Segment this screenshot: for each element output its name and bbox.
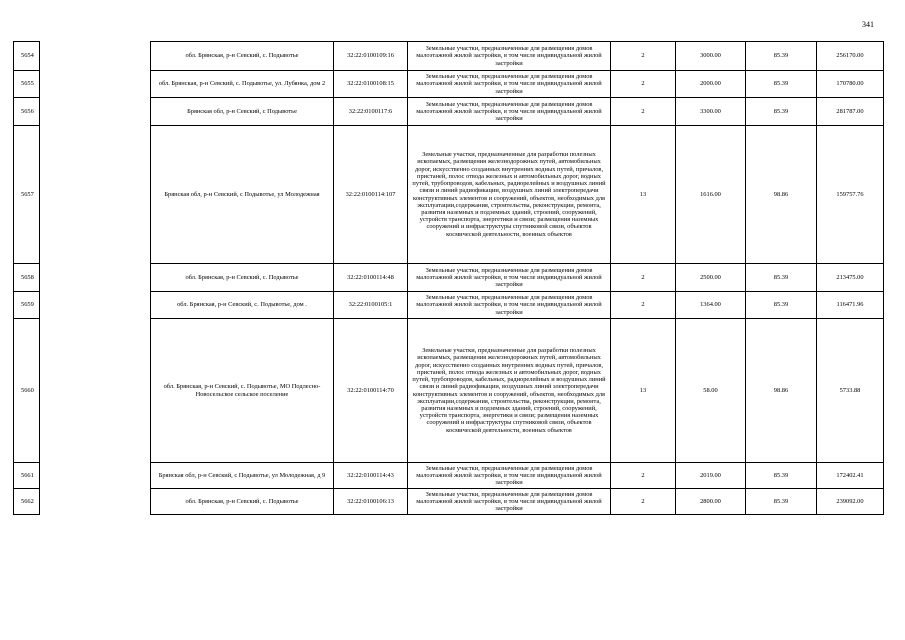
- spacer-cell: [40, 125, 150, 263]
- category-cell: [611, 488, 676, 515]
- category-cell: [611, 291, 676, 318]
- area-text: 1616.00: [700, 190, 721, 198]
- spacer-cell: [40, 462, 150, 488]
- page-number: 341: [862, 20, 874, 29]
- rate-cell: [746, 488, 817, 515]
- cadastral-number-text: 32:22:0100117:6: [348, 107, 393, 115]
- row-number-text: 5658: [21, 273, 34, 281]
- area-cell: [676, 97, 746, 125]
- rate-text: 98.86: [773, 190, 789, 198]
- category-cell: [611, 97, 676, 125]
- cadastral-number-cell: [334, 318, 408, 462]
- area-text: 2019.00: [700, 471, 721, 479]
- area-text: 2000.00: [700, 80, 721, 88]
- category-cell: [611, 41, 676, 70]
- cadastral-value-cell: [817, 70, 884, 97]
- category-text: 2: [641, 471, 645, 479]
- spacer-cell: [40, 263, 150, 291]
- cadastral-number-text: 32:22:0100114:107: [345, 190, 396, 198]
- row-number-text: 5656: [21, 107, 34, 115]
- category-text: 2: [641, 497, 645, 505]
- address-text: обл. Брянская, р-н Севский, с. Подывотье: [185, 497, 299, 505]
- land-use-text: Земельные участки, предназначенные для разработки полезных ископаемых, размещения железнодорожных путей, автомобильных дорог, искусственно созданных внутренних водных путей, причалов, пристаней, полос отвода железных и автомобильных дорог, водных путей, трубопроводов, кабельных, радиорелейных и воздушных линий связи и линий радиофикации, воздушных линий электропередачи конструктивных элементов и сооружений, объектов, необходимых для эксплуатации,содержания, строительства, реконструкции, ремонта, развития наземных и подземных зданий, строений, сооружений, устройств транспорта, энергетики и связи; размещения наземных сооружений и инфраструктуры спутниковой связи, объектов космической деятельности, военных объектов: [412, 347, 606, 434]
- cadastral-number-text: 32:22:0100114:48: [347, 273, 394, 281]
- cadastral-number-text: 32:22:0100114:70: [347, 386, 394, 394]
- cadastral-number-text: 32:22:0100106:13: [347, 497, 394, 505]
- area-cell: [676, 488, 746, 515]
- cadastral-number-text: 32:22:0100108:15: [347, 80, 394, 88]
- cadastral-number-cell: [334, 125, 408, 263]
- row-number-cell: [13, 125, 40, 263]
- row-number-cell: [13, 291, 40, 318]
- land-use-text: Земельные участки, предназначенные для размещения домов малоэтажной жилой застройки, в том числе индивидуальной жилой застройки: [416, 73, 602, 95]
- address-cell: [150, 97, 334, 125]
- rate-cell: [746, 263, 817, 291]
- address-cell: [150, 70, 334, 97]
- address-cell: [150, 125, 334, 263]
- land-use-text: Земельные участки, предназначенные для размещения домов малоэтажной жилой застройки, в том числе индивидуальной жилой застройки: [416, 100, 602, 123]
- land-use-text: Земельные участки, предназначенные для размещения домов малоэтажной жилой застройки, в том числе индивидуальной жилой застройки: [416, 490, 602, 513]
- row-number-text: 5659: [21, 301, 34, 309]
- table-row: [13, 97, 884, 125]
- address-cell: [150, 462, 334, 488]
- table-row: [13, 318, 884, 462]
- address-cell: [150, 291, 334, 318]
- row-number-cell: [13, 462, 40, 488]
- area-text: 3000.00: [700, 52, 721, 60]
- cadastral-number-cell: [334, 41, 408, 70]
- area-text: 2500.00: [700, 273, 721, 281]
- land-use-text: Земельные участки, предназначенные для размещения домов малоэтажной жилой застройки, в том числе индивидуальной жилой застройки: [416, 294, 602, 316]
- address-text: Брянская обл, р-н Севский, с Подывотье: [187, 107, 297, 115]
- cadastral-value-cell: [817, 318, 884, 462]
- cadastral-value-text: 239092.00: [836, 497, 864, 505]
- row-number-cell: [13, 263, 40, 291]
- address-cell: [150, 318, 334, 462]
- category-cell: [611, 70, 676, 97]
- spacer-cell: [40, 97, 150, 125]
- area-text: 58.00: [703, 386, 718, 394]
- table-row: [13, 462, 884, 488]
- rate-text: 85.39: [773, 107, 789, 115]
- area-text: 1364.00: [700, 301, 721, 309]
- category-text: 2: [641, 273, 645, 281]
- category-cell: [611, 125, 676, 263]
- address-text: обл. Брянская, р-н Севский, с. Подывотье, МО Подлесно-Новосельское сельское поселение: [163, 383, 321, 398]
- address-text: обл. Брянская, р-н Севский, с. Подывотье: [185, 273, 299, 281]
- address-cell: [150, 263, 334, 291]
- cadastral-number-text: 32:22:0100109:16: [347, 52, 394, 60]
- cadastral-value-cell: [817, 97, 884, 125]
- land-use-text: Земельные участки, предназначенные для размещения домов малоэтажной жилой застройки, в том числе индивидуальной жилой застройки: [416, 464, 602, 487]
- row-number-text: 5657: [21, 190, 34, 198]
- address-text: обл. Брянская, р-н Севский, с. Подывотье, дом .: [177, 301, 307, 309]
- rate-text: 85.39: [773, 80, 789, 88]
- spacer-cell: [40, 70, 150, 97]
- table-row: [13, 263, 884, 291]
- row-number-cell: [13, 41, 40, 70]
- spacer-cell: [40, 488, 150, 515]
- address-text: Брянская обл, р-н Севский, с Подывотье, ул Молодежная: [164, 190, 320, 198]
- land-use-cell: [408, 318, 611, 462]
- cadastral-number-cell: [334, 97, 408, 125]
- table-row: [13, 488, 884, 515]
- area-text: 3300.00: [700, 107, 721, 115]
- row-number-text: 5660: [21, 386, 34, 394]
- category-cell: [611, 462, 676, 488]
- cadastral-value-cell: [817, 462, 884, 488]
- land-use-cell: [408, 125, 611, 263]
- rate-cell: [746, 41, 817, 70]
- cadastral-value-text: 256170.00: [836, 52, 864, 60]
- table-row: [13, 70, 884, 97]
- category-cell: [611, 318, 676, 462]
- address-cell: [150, 41, 334, 70]
- row-number-text: 5661: [21, 471, 34, 479]
- address-text: обл. Брянская, р-н Севский, с. Подывотье: [185, 52, 299, 60]
- row-number-text: 5654: [21, 52, 34, 60]
- cadastral-number-cell: [334, 462, 408, 488]
- land-use-cell: [408, 488, 611, 515]
- cadastral-value-cell: [817, 291, 884, 318]
- rate-text: 85.39: [773, 273, 789, 281]
- cadastral-value-cell: [817, 125, 884, 263]
- area-cell: [676, 318, 746, 462]
- land-use-text: Земельные участки, предназначенные для размещения домов малоэтажной жилой застройки, в том числе индивидуальной жилой застройки: [416, 45, 602, 67]
- category-text: 2: [641, 301, 645, 309]
- category-text: 2: [641, 107, 645, 115]
- land-use-cell: [408, 263, 611, 291]
- row-number-text: 5655: [21, 80, 34, 88]
- land-use-text: Земельные участки, предназначенные для размещения домов малоэтажной жилой застройки, в том числе индивидуальной жилой застройки: [416, 266, 602, 289]
- cadastral-value-cell: [817, 263, 884, 291]
- cadastral-value-text: 213475.00: [836, 273, 864, 281]
- land-use-text: Земельные участки, предназначенные для разработки полезных ископаемых, размещения железнодорожных путей, автомобильных дорог, искусственно созданных внутренних водных путей, причалов, пристаней, полос отвода железных и автомобильных дорог, водных путей, трубопроводов, кабельных, радиорелейных и воздушных линий связи и линий радиофикации, воздушных линий электропередачи конструктивных элементов и сооружений, объектов, необходимых для эксплуатации,содержания, строительства, реконструкции, ремонта, развития наземных и подземных зданий, строений, сооружений, устройств транспорта, энергетики и связи; размещения наземных сооружений и инфраструктуры спутниковой связи, объектов космической деятельности, военных объектов: [412, 151, 606, 238]
- area-cell: [676, 263, 746, 291]
- spacer-cell: [40, 318, 150, 462]
- land-use-cell: [408, 97, 611, 125]
- table-row: [13, 41, 884, 70]
- rate-text: 98.86: [773, 386, 789, 394]
- cadastral-number-cell: [334, 70, 408, 97]
- category-text: 13: [639, 386, 647, 394]
- rate-text: 85.39: [773, 301, 789, 309]
- land-use-cell: [408, 70, 611, 97]
- cadastral-value-cell: [817, 488, 884, 515]
- row-number-cell: [13, 488, 40, 515]
- cadastral-value-text: 159757.76: [836, 190, 864, 198]
- cadastral-value-text: 116471.96: [836, 301, 864, 309]
- rate-cell: [746, 70, 817, 97]
- land-use-cell: [408, 41, 611, 70]
- cadastral-value-text: 5733.88: [839, 386, 861, 394]
- category-text: 13: [639, 190, 647, 198]
- cadastral-value-text: 170780.00: [836, 80, 864, 88]
- cadastral-value-text: 281787.00: [836, 107, 864, 115]
- rate-cell: [746, 318, 817, 462]
- cadastral-number-text: 32:22:0100105:1: [348, 301, 393, 309]
- row-number-cell: [13, 97, 40, 125]
- category-text: 2: [641, 80, 645, 88]
- category-cell: [611, 263, 676, 291]
- land-use-cell: [408, 462, 611, 488]
- table-row: [13, 125, 884, 263]
- cadastral-number-cell: [334, 263, 408, 291]
- row-number-cell: [13, 318, 40, 462]
- address-text: Брянская обл, р-н Севский, с Подывотье, ул Молодежная, д 9: [158, 471, 326, 479]
- category-text: 2: [641, 52, 645, 60]
- cadastral-number-text: 32:22:0100114:43: [347, 471, 394, 479]
- land-use-cell: [408, 291, 611, 318]
- area-cell: [676, 41, 746, 70]
- rate-cell: [746, 291, 817, 318]
- area-cell: [676, 462, 746, 488]
- area-text: 2800.00: [700, 497, 721, 505]
- table-row: [13, 291, 884, 318]
- spacer-cell: [40, 41, 150, 70]
- cadastral-value-text: 172402.41: [836, 471, 864, 479]
- address-cell: [150, 488, 334, 515]
- spacer-cell: [40, 291, 150, 318]
- address-text: обл. Брянская, р-н Севский, с. Подывотье, ул. Лубянка, дом 2: [158, 80, 326, 88]
- area-cell: [676, 291, 746, 318]
- rate-text: 85.39: [773, 52, 789, 60]
- area-cell: [676, 125, 746, 263]
- rate-text: 85.39: [773, 497, 789, 505]
- area-cell: [676, 70, 746, 97]
- rate-cell: [746, 97, 817, 125]
- rate-cell: [746, 125, 817, 263]
- cadastral-number-cell: [334, 488, 408, 515]
- row-number-text: 5662: [21, 497, 34, 505]
- row-number-cell: [13, 70, 40, 97]
- cadastral-value-cell: [817, 41, 884, 70]
- cadastral-number-cell: [334, 291, 408, 318]
- rate-cell: [746, 462, 817, 488]
- rate-text: 85.39: [773, 471, 789, 479]
